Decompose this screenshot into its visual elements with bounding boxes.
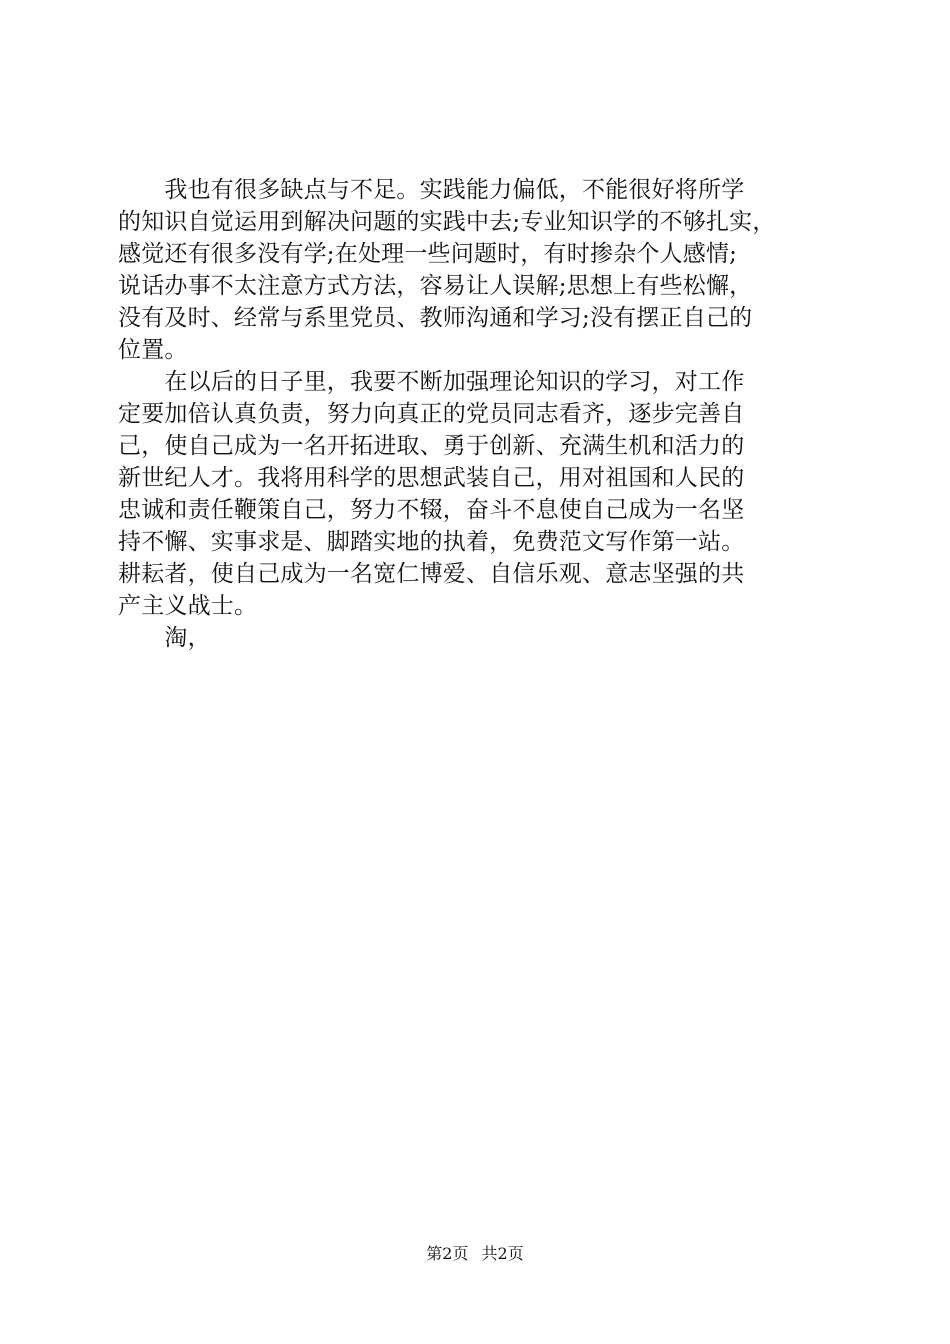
text-line: 持不懈、实事求是、脚踏实地的执着，免费范文写作第一站。 [118, 529, 745, 555]
text-line: 忠诚和责任鞭策自己，努力不辍，奋斗不息使自己成为一名坚 [118, 497, 745, 523]
text-line: 说话办事不太注意方式方法，容易让人误解;思想上有些松懈， [118, 273, 753, 299]
text-line: 定要加倍认真负责，努力向真正的党员同志看齐，逐步完善自 [118, 401, 745, 427]
text-line: 的知识自觉运用到解决问题的实践中去;专业知识学的不够扎实， [118, 209, 776, 235]
text-line: 在以后的日子里，我要不断加强理论知识的学习，对工作 [118, 369, 745, 395]
text-line: 耕耘者，使自己成为一名宽仁博爱、自信乐观、意志坚强的共 [118, 561, 745, 587]
text-line: 新世纪人才。我将用科学的思想武装自己，用对祖国和人民的 [118, 465, 745, 491]
text-line: 我也有很多缺点与不足。实践能力偏低，不能很好将所学 [118, 177, 745, 203]
text-line: 位置。 [118, 337, 188, 363]
text-line: 产主义战士。 [118, 593, 258, 619]
page-total: 共2页 [481, 1244, 524, 1263]
text-line: 感觉还有很多没有学;在处理一些问题时，有时掺杂个人感情; [118, 241, 738, 267]
text-line: 己，使自己成为一名开拓进取、勇于创新、充满生机和活力的 [118, 433, 745, 459]
page-footer [0, 1244, 950, 1264]
text-line: 没有及时、经常与系里党员、教师沟通和学习;没有摆正自己的 [118, 305, 753, 331]
page-number: 第2页 [426, 1244, 469, 1263]
text-line: 淘， [118, 625, 211, 651]
